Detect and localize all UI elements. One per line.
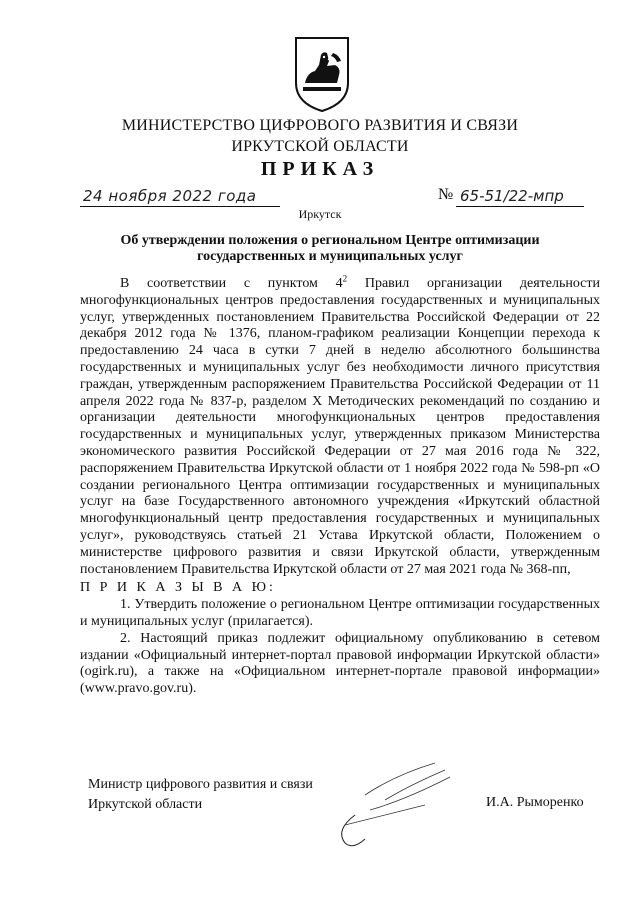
document-title — [70, 233, 590, 265]
order-item-2: 2. Настоящий приказ подлежит официальному опубликованию в сетевом издании «Официальный интернет-портал правовой информации Иркутской области» (ogirk.ru), а также на «Официальном интернет-портале правовой информации» (www.pravo.gov.ru). — [80, 630, 600, 697]
title-line2: государственных и муниципальных услуг — [197, 249, 463, 264]
preamble-rest: Правил организации деятельности многофункциональных центров предоставления государственных и муниципальных услуг, утвержденных постановлением Правительства Российской Федерации от 22 декабря 2012 года № 1376, планом-графиком реализации Концепции перехода к предоставлению 24 часа в сутки 7 дней в неделю абсолютного большинства государственных и муниципальных услуг без необходимости личного присутствия граждан, утвержденным распоряжением Правительства Российской Федерации от 11 апреля 2022 года № 837-р, разделом X Методических рекомендаций по созданию и организации деятельности многофункциональных центров предоставления государственных и муниципальных услуг, утвержденных приказом Министерства экономического развития Российской Федерации от 27 мая 2016 года № 322, распоряжением Правительства Иркутской области от 1 ноября 2022 года № 598-рп «О создании регионального Центра оптимизации государственных и муниципальных услуг на базе Государственного автономного учреждения «Иркутский областной многофункциональный центр предоставления государственных и муниципальных услуг», руководствуясь статьей 21 Устава Иркутской области, Положением о министерстве цифрового развития и связи Иркутской области, утвержденным постановлением Правительства Иркутской области от 27 мая 2021 года № 368-пп, — [80, 276, 600, 577]
superscript-2: 2 — [342, 273, 348, 284]
ministry-name-line1: МИНИСТЕРСТВО ЦИФРОВОГО РАЗВИТИЯ И СВЯЗИ — [121, 117, 519, 134]
title-line1: Об утверждении положения о региональном Центре оптимизации — [120, 233, 540, 248]
signer-position-line2: Иркутской области — [88, 797, 203, 812]
preamble-start: В соответствии с пунктом 4 — [120, 276, 343, 291]
order-word: П Р И К А З Ы В А Ю: — [80, 580, 276, 596]
signer-position-line1: Министр цифрового развития и связи — [88, 777, 313, 792]
ministry-name-line2: ИРКУТСКОЙ ОБЛАСТИ — [231, 138, 409, 155]
irkutsk-coat-of-arms-icon — [293, 35, 351, 113]
order-number: 65-51/22-мпр — [460, 187, 564, 205]
signature-block — [88, 775, 313, 815]
document-body — [80, 273, 600, 698]
preamble-paragraph — [80, 273, 600, 578]
order-item-1: 1. Утвердить положение о региональном Центре оптимизации государственных и муниципальных услуг (прилагается). — [80, 597, 600, 629]
city-name: Иркутск — [298, 207, 342, 221]
document-type: ПРИКАЗ — [260, 158, 380, 180]
signer-name: И.А. Рыморенко — [486, 795, 584, 810]
number-sign: № — [438, 186, 454, 203]
order-date: 24 ноября 2022 года — [83, 187, 257, 205]
handwritten-signature-icon — [325, 755, 465, 855]
